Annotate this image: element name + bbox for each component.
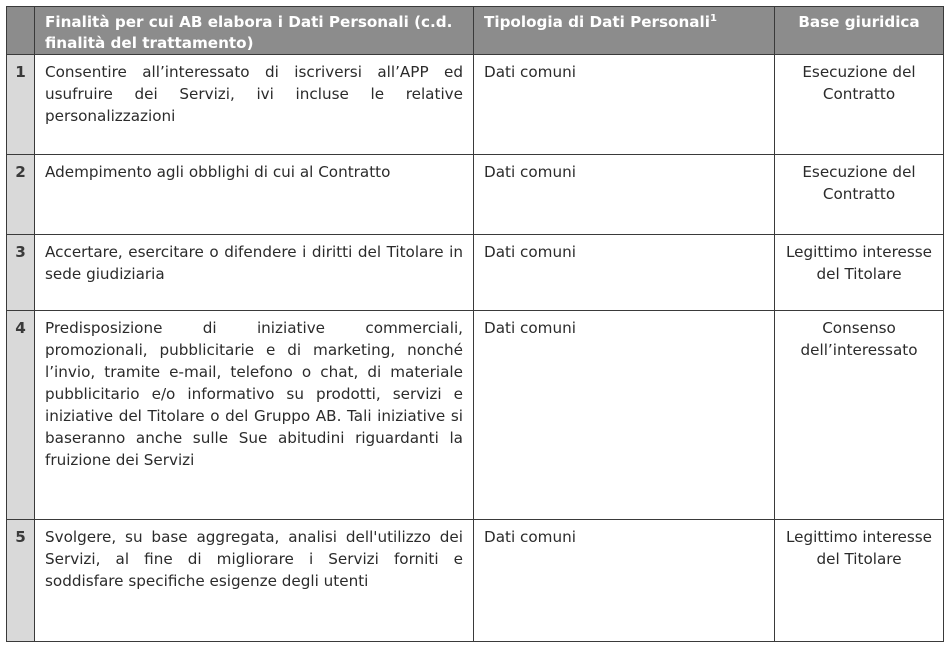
row-base-giuridica: Legittimo interesse del Titolare xyxy=(775,235,944,311)
table-row xyxy=(7,155,944,235)
header-base-giuridica: Base giuridica xyxy=(775,7,944,55)
table-header-row xyxy=(7,7,944,55)
header-tipologia xyxy=(474,7,775,55)
row-number: 3 xyxy=(7,235,35,311)
table-row xyxy=(7,520,944,642)
row-number: 2 xyxy=(7,155,35,235)
row-finalita: Accertare, esercitare o difendere i diritti del Titolare in sede giudiziaria xyxy=(35,235,474,311)
header-number-cell xyxy=(7,7,35,55)
row-finalita: Predisposizione di iniziative commerciali, promozionali, pubblicitarie e di marketing, nonché l’invio, tramite e-mail, telefono o chat, di materiale pubblicitario e/o informativo su prodotti, servizi e iniziative del Titolare o del Gruppo AB. Tali iniziative si baseranno anche sulle Sue abitudini riguardanti la fruizione dei Servizi xyxy=(35,311,474,520)
header-tipologia-label: Tipologia di Dati Personali xyxy=(484,13,710,31)
table-row xyxy=(7,311,944,520)
row-tipologia: Dati comuni xyxy=(474,155,775,235)
row-base-giuridica: Esecuzione del Contratto xyxy=(775,155,944,235)
row-tipologia: Dati comuni xyxy=(474,55,775,155)
row-tipologia: Dati comuni xyxy=(474,311,775,520)
row-finalita: Svolgere, su base aggregata, analisi dell'utilizzo dei Servizi, al fine di migliorare i Servizi forniti e soddisfare specifiche esigenze degli utenti xyxy=(35,520,474,642)
row-base-giuridica: Consenso dell’interessato xyxy=(775,311,944,520)
privacy-purposes-table xyxy=(6,6,944,642)
row-base-giuridica: Legittimo interesse del Titolare xyxy=(775,520,944,642)
row-base-giuridica: Esecuzione del Contratto xyxy=(775,55,944,155)
row-number: 4 xyxy=(7,311,35,520)
row-tipologia: Dati comuni xyxy=(474,235,775,311)
header-finalita: Finalità per cui AB elabora i Dati Personali (c.d. finalità del trattamento) xyxy=(35,7,474,55)
table-row xyxy=(7,235,944,311)
row-number: 1 xyxy=(7,55,35,155)
row-tipologia: Dati comuni xyxy=(474,520,775,642)
footnote-ref: 1 xyxy=(709,13,717,24)
row-number: 5 xyxy=(7,520,35,642)
table-row xyxy=(7,55,944,155)
row-finalita: Adempimento agli obblighi di cui al Contratto xyxy=(35,155,474,235)
row-finalita: Consentire all’interessato di iscriversi all’APP ed usufruire dei Servizi, ivi incluse le relative personalizzazioni xyxy=(35,55,474,155)
